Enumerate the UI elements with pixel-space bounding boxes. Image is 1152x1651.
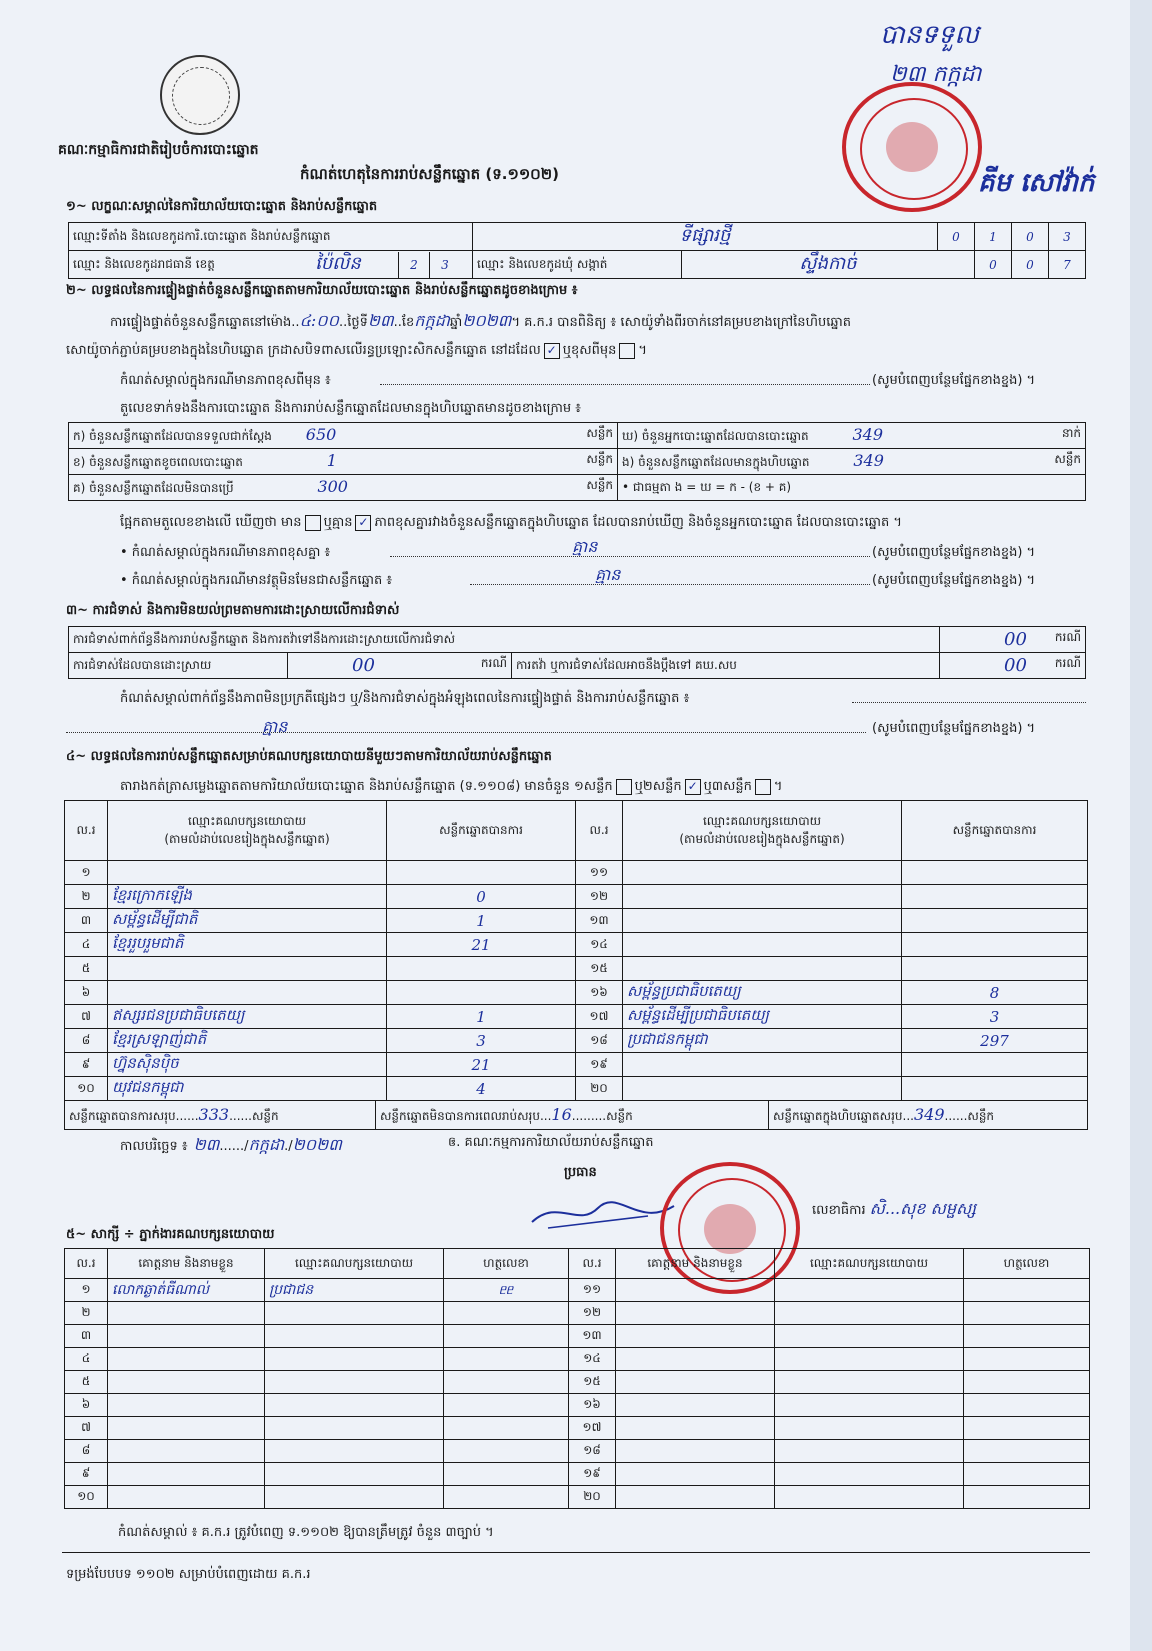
row-no: ១៣	[569, 1325, 616, 1348]
province-code-2: 3	[429, 252, 460, 278]
party-name	[108, 957, 387, 981]
witness-sign	[444, 1325, 569, 1348]
witness-name	[108, 1371, 265, 1394]
witness-sign	[964, 1463, 1090, 1486]
table-row	[65, 1417, 1090, 1440]
row-no: ២	[65, 885, 108, 909]
station-code-3: 0	[1012, 223, 1049, 251]
w-col-party-left: ឈ្មោះគណបក្សនយោបាយ	[265, 1249, 444, 1279]
witness-party	[775, 1302, 964, 1325]
party-name	[108, 861, 387, 885]
appeal-count: 00 ករណី	[940, 653, 1086, 679]
one-sheet-checkbox	[616, 779, 632, 795]
total-invalid: សន្លឹកឆ្នោតមិនបានការពេលរាប់សរុប...16.........សន្លឹក	[376, 1101, 769, 1129]
three-sheet-checkbox	[755, 779, 771, 795]
w-col-sign-right: ហត្ថលេខា	[964, 1249, 1090, 1279]
commune-label: ឈ្មោះ និងលេខកូដឃុំ សង្កាត់	[473, 251, 682, 279]
witness-sign	[964, 1394, 1090, 1417]
committee-label: ឲ. គណៈកម្មការការិយាល័យរាប់សន្លឹកឆ្នោត	[448, 1135, 654, 1150]
witness-name	[616, 1486, 775, 1509]
party-votes	[902, 933, 1088, 957]
signer-name: គីម សៅវ៉ាក់	[978, 168, 1095, 198]
station-code-2: 1	[975, 223, 1012, 251]
table-row	[65, 957, 1088, 981]
fill-more-1: (សូមបំពេញបន្ថែមផ្នែកខាងខ្នង) ។	[872, 373, 1036, 388]
verify-time: ៤:០០	[299, 311, 339, 330]
party-votes	[387, 981, 576, 1005]
row-no: ១១	[569, 1279, 616, 1302]
station-code-4: 3	[1049, 223, 1086, 251]
witness-sign	[444, 1417, 569, 1440]
chair-signature-icon	[528, 1188, 678, 1238]
witness-name	[108, 1417, 265, 1440]
party-votes: 3	[902, 1005, 1088, 1029]
party-votes: 21	[387, 1053, 576, 1077]
row-no: ២០	[569, 1486, 616, 1509]
commune-code-3: 7	[1049, 251, 1086, 279]
witness-name	[108, 1486, 265, 1509]
note-diff: • កំណត់សម្គាល់ក្នុងករណីមានភាពខុសគ្នា ៖	[120, 545, 331, 560]
party-votes: 1	[387, 909, 576, 933]
figure-e: ង) ចំនួនសន្លឹកឆ្នោតដែលមានក្នុងហិបឆ្នោត 349 សន្លឹក	[618, 449, 1086, 475]
row-no: ១៨	[569, 1440, 616, 1463]
witness-sign	[964, 1302, 1090, 1325]
table-row	[65, 861, 1088, 885]
verify-year: ២០២៣	[462, 311, 512, 330]
witness-name	[108, 1325, 265, 1348]
witness-party	[265, 1486, 444, 1509]
figures-intro: តួលេខទាក់ទងនឹងការបោះឆ្នោត និងការរាប់សន្លឹកឆ្នោតដែលមានក្នុងហិបឆ្នោតមានដូចខាងក្រោម ៖	[120, 401, 581, 416]
figure-b: ខ) ចំនួនសន្លឹកឆ្នោតខូចពេលបោះឆ្នោត 1 សន្លឹក	[69, 449, 618, 475]
row-no: ៣	[65, 909, 108, 933]
row-no: ៥	[65, 957, 108, 981]
province-code-1: 2	[398, 252, 429, 278]
row-no: ១	[65, 861, 108, 885]
same-checkbox: ✓	[544, 343, 560, 359]
witness-name	[616, 1394, 775, 1417]
fill-more-3: (សូមបំពេញបន្ថែមផ្នែកខាងខ្នង) ។	[872, 573, 1036, 588]
table-row	[65, 1005, 1088, 1029]
witness-table	[64, 1248, 1090, 1509]
row-no: ៤	[65, 1348, 108, 1371]
witness-sign	[964, 1371, 1090, 1394]
province-value: ប៉ៃលិន	[315, 253, 361, 274]
table-row	[65, 1325, 1090, 1348]
party-votes	[387, 957, 576, 981]
station-info-table	[68, 222, 1086, 279]
province-label: ឈ្មោះ និងលេខកូដរាជធានី ខេត្ត	[73, 256, 215, 271]
witness-name	[616, 1417, 775, 1440]
figure-a: ក) ចំនួនសន្លឹកឆ្នោតដែលបានទទួលជាក់ស្តែង 650 សន្លឹក	[69, 423, 618, 449]
irregularity-line-1	[852, 702, 1086, 703]
witness-sign	[444, 1394, 569, 1417]
party-votes	[902, 909, 1088, 933]
row-no: ១០	[65, 1486, 108, 1509]
witness-party	[775, 1463, 964, 1486]
table-row	[65, 1371, 1090, 1394]
row-no: ២០	[576, 1077, 623, 1101]
irregularity-note: កំណត់សម្គាល់ពាក់ព័ន្ធនឹងភាពមិនប្រក្រតីផ្សេងៗ ឬ/និងការជំទាស់ក្នុងអំឡុងពេលនៃការផ្ទៀងផ្ទាត់ និងការរាប់សន្លឹកឆ្នោត ៖	[120, 691, 690, 706]
official-stamp-icon	[842, 82, 982, 212]
fill-more-2: (សូមបំពេញបន្ថែមផ្នែកខាងខ្នង) ។	[872, 545, 1036, 560]
table-row	[65, 1463, 1090, 1486]
results-totals	[65, 1101, 1088, 1130]
verify-line-1: ការផ្ទៀងផ្ទាត់ចំនួនសន្លឹកឆ្នោតនៅម៉ោង..៤:០០..ថ្ងៃទី២៣..ខែកក្កដាឆ្នាំ២០២៣។ គ.ក.រ បានពិនិត្យ ៖ សោយ៉ូទាំងពីរចាក់នៅគម្របខាងក្រៅនៃហិបឆ្នោត	[110, 311, 851, 330]
row-no: ៨	[65, 1440, 108, 1463]
row-no: ១៩	[576, 1053, 623, 1077]
witness-party	[775, 1440, 964, 1463]
witness-sign	[444, 1486, 569, 1509]
table-row	[65, 1302, 1090, 1325]
row-no: ៧	[65, 1417, 108, 1440]
two-sheet-checkbox: ✓	[685, 779, 701, 795]
commune-code-1: 0	[975, 251, 1012, 279]
total-valid: សន្លឹកឆ្នោតបានការសរុប......333......សន្លឹក	[65, 1101, 376, 1129]
row-no: ១៤	[576, 933, 623, 957]
table-row	[65, 1440, 1090, 1463]
chair-label: ប្រធាន	[564, 1165, 597, 1180]
party-votes: 21	[387, 933, 576, 957]
w-col-party-right: ឈ្មោះគណបក្សនយោបាយ	[775, 1249, 964, 1279]
table-row	[65, 933, 1088, 957]
party-name	[623, 1077, 902, 1101]
row-no: ៧	[65, 1005, 108, 1029]
witness-sign	[964, 1325, 1090, 1348]
table-row	[65, 1029, 1088, 1053]
witness-party	[265, 1348, 444, 1371]
fill-more-4: (សូមបំពេញបន្ថែមផ្នែកខាងខ្នង) ។	[872, 721, 1036, 736]
col-no-right: ល.រ	[576, 801, 623, 861]
party-votes: 0	[387, 885, 576, 909]
table-row	[65, 1077, 1088, 1101]
figure-c: គ) ចំនួនសន្លឹកឆ្នោតដែលមិនបានប្រើ 300 សន្លឹក	[69, 475, 618, 501]
row-no: ១២	[576, 885, 623, 909]
party-votes: 4	[387, 1077, 576, 1101]
witness-party	[775, 1417, 964, 1440]
no-diff-checkbox: ✓	[355, 515, 371, 531]
party-name	[623, 957, 902, 981]
witness-sign	[444, 1440, 569, 1463]
witness-name: លោកឆ្ងាត់ធីណាល់	[108, 1279, 265, 1302]
row-no: ១៦	[576, 981, 623, 1005]
party-name	[623, 909, 902, 933]
witness-sign	[444, 1371, 569, 1394]
party-name: ខ្មែររួបរួមជាតិ	[108, 933, 387, 957]
section1-heading: ១~ លក្ខណៈសម្គាល់នៃការិយាល័យបោះឆ្នោត និងរាប់សន្លឹកឆ្នោត	[66, 199, 378, 214]
witness-sign	[964, 1486, 1090, 1509]
witness-name	[616, 1348, 775, 1371]
row-no: ១៥	[569, 1371, 616, 1394]
doc-title: កំណត់ហេតុនៃការរាប់សន្លឹកឆ្នោត (ទ.១១០២)	[300, 165, 560, 183]
party-votes: 8	[902, 981, 1088, 1005]
party-votes	[902, 1053, 1088, 1077]
witness-sign	[964, 1279, 1090, 1302]
party-name: ខ្មែរក្រោកឡើង	[108, 885, 387, 909]
col-votes-left: សន្លឹកឆ្នោតបានការ	[387, 801, 576, 861]
witness-party	[775, 1348, 964, 1371]
section2-heading: ២~ លទ្ធផលនៃការផ្ទៀងផ្ទាត់ចំនួនសន្លឹកឆ្នោតតាមការិយាល័យបោះឆ្នោត និងរាប់សន្លឹកឆ្នោតដូចខាងក្រោម ៖	[66, 283, 578, 298]
witness-name	[616, 1279, 775, 1302]
witness-sign	[964, 1417, 1090, 1440]
note-diff-value: គ្មាន	[572, 537, 598, 556]
received-note: បានទទួល	[880, 20, 980, 50]
row-no: ១៨	[576, 1029, 623, 1053]
witness-name	[616, 1371, 775, 1394]
figure-d: ឃ) ចំនួនអ្នកបោះឆ្នោតដែលបានបោះឆ្នោត 349 នាក់	[618, 423, 1086, 449]
party-name: ហ្វ៊ុនស៊ិនប៉ិច	[108, 1053, 387, 1077]
witness-party	[775, 1486, 964, 1509]
appeal-label: ការតវ៉ា ឬការជំទាស់ដែលអាចនឹងប្តឹងទៅ គឃ.សប	[512, 653, 940, 679]
party-votes: 297	[902, 1029, 1088, 1053]
row-no: ១២	[569, 1302, 616, 1325]
footer-note: កំណត់សម្គាល់ ៖ គ.ក.រ ត្រូវបំពេញ ទ.១១០២ ឱ្យបានត្រឹមត្រូវ ចំនួន ៣ច្បាប់ ។	[118, 1525, 494, 1540]
w-col-sign-left: ហត្ថលេខា	[444, 1249, 569, 1279]
party-name: សម្ព័ន្ធដើម្បីជាតិ	[108, 909, 387, 933]
footer-form-id: ទម្រង់បែបបទ ១១០២ សម្រាប់បំពេញដោយ គ.ក.រ	[66, 1567, 311, 1582]
w-col-no-left: ល.រ	[65, 1249, 108, 1279]
party-name	[623, 885, 902, 909]
w-col-name-right: គោត្តនាម និងនាមខ្លួន	[616, 1249, 775, 1279]
irregularity-line-2	[66, 732, 866, 733]
witness-name	[616, 1325, 775, 1348]
row-no: ១៣	[576, 909, 623, 933]
party-name: ឥស្សរជនប្រជាធិបតេយ្យ	[108, 1005, 387, 1029]
nec-logo-icon	[160, 55, 240, 135]
row-no: ១៧	[569, 1417, 616, 1440]
results-table	[64, 800, 1088, 1130]
different-checkbox	[619, 343, 635, 359]
table-row	[65, 1053, 1088, 1077]
party-name	[108, 981, 387, 1005]
figure-formula: • ជាធម្មតា ង = ឃ = ក - (ខ + គ)	[618, 475, 1086, 501]
party-name	[623, 1053, 902, 1077]
party-votes: 3	[387, 1029, 576, 1053]
note-diff-line	[390, 556, 870, 557]
witness-name	[108, 1348, 265, 1371]
row-no: ១១	[576, 861, 623, 885]
compare-line: ផ្អែកតាមតួលេខខាងលើ ឃើញថា មាន ឬគ្មាន ✓ ភាពខុសគ្នារវាងចំនួនសន្លឹកឆ្នោតក្នុងហិបឆ្នោត ដែលបានរាប់ឃើញ និងចំនួនអ្នកបោះឆ្នោត ដែលបានបោះឆ្នោត ។	[120, 514, 902, 530]
party-name	[623, 933, 902, 957]
row-no: ១០	[65, 1077, 108, 1101]
objection-table	[68, 626, 1086, 679]
province-row	[69, 251, 473, 279]
table-row	[65, 1486, 1090, 1509]
note-different-line	[380, 384, 870, 385]
total-in-box: សន្លឹកឆ្នោតក្នុងហិបឆ្នោតសរុប...349......សន្លឹក	[773, 1104, 995, 1124]
note-objects-line	[470, 584, 870, 585]
col-votes-right: សន្លឹកឆ្នោតបានការ	[902, 801, 1088, 861]
table-row	[65, 981, 1088, 1005]
row-no: ២	[65, 1302, 108, 1325]
table-row	[65, 1394, 1090, 1417]
resolved-label: ការជំទាស់ដែលបានដោះស្រាយ	[69, 653, 288, 679]
witness-party	[775, 1279, 964, 1302]
tally-sheets-line: តារាងកត់ត្រាសម្លេងឆ្នោតតាមការិយាល័យបោះឆ្នោត និងរាប់សន្លឹកឆ្នោត (ទ.១១០៨) មានចំនួន ១សន្លឹក ឬ២សន្លឹក ✓ ឬ៣សន្លឹក ។	[120, 778, 783, 794]
party-name: សម្ព័ន្ធប្រជាធិបតេយ្យ	[623, 981, 902, 1005]
witness-name	[616, 1440, 775, 1463]
row-no: ១៦	[569, 1394, 616, 1417]
party-votes: 1	[387, 1005, 576, 1029]
section3-heading: ៣~ ការជំទាស់ និងការមិនយល់ព្រមតាមការដោះស្រាយលើការជំទាស់	[66, 603, 400, 618]
witness-party	[775, 1325, 964, 1348]
commune-value: ស្ទឹងកាច់	[682, 251, 975, 279]
row-no: ១	[65, 1279, 108, 1302]
row-no: ៦	[65, 981, 108, 1005]
row-no: ៩	[65, 1463, 108, 1486]
party-votes	[902, 1077, 1088, 1101]
verify-line-2: សោយ៉ូចាក់ភ្ជាប់គម្របខាងក្នុងនៃហិបឆ្នោត ក្រដាសបិទពាសលើរន្ធប្រឡោះសិកសន្លឹកឆ្នោត នៅដដែល ✓ ឬខុសពីមុន ។	[66, 342, 647, 358]
objection-label: ការជំទាស់ពាក់ព័ន្ធនឹងការរាប់សន្លឹកឆ្នោត និងការតវ៉ាទៅនឹងការដោះស្រាយលើការជំទាស់	[69, 627, 940, 653]
signature-date: កាលបរិច្ឆេទ ៖ ២៣....../កក្កដា./២០២៣	[120, 1135, 342, 1154]
verify-month: កក្កដា	[414, 311, 450, 330]
has-diff-checkbox	[305, 515, 321, 531]
w-col-name-left: គោត្តនាម និងនាមខ្លួន	[108, 1249, 265, 1279]
footer-divider	[62, 1552, 1090, 1553]
witness-name	[616, 1463, 775, 1486]
station-value: ទីផ្សារថ្មី	[473, 223, 938, 251]
org-name: គណៈកម្មាធិការជាតិរៀបចំការបោះឆ្នោត	[58, 142, 259, 158]
row-no: ៤	[65, 933, 108, 957]
table-row	[65, 885, 1088, 909]
witness-sign	[964, 1348, 1090, 1371]
row-no: ១៥	[576, 957, 623, 981]
witness-name	[108, 1302, 265, 1325]
note-objects: • កំណត់សម្គាល់ក្នុងករណីមានវត្ថុមិនមែនជាសន្លឹកឆ្នោត ៖	[120, 573, 393, 588]
witness-name	[108, 1463, 265, 1486]
witness-sign	[444, 1463, 569, 1486]
witness-party	[265, 1371, 444, 1394]
table-row	[65, 1348, 1090, 1371]
col-no-left: ល.រ	[65, 801, 108, 861]
verify-day: ២៣	[367, 311, 394, 330]
objection-count: 00 ករណី	[940, 627, 1086, 653]
witness-party	[265, 1394, 444, 1417]
row-no: ១៧	[576, 1005, 623, 1029]
section5-heading: ៥~ សាក្សី ÷ ភ្នាក់ងារគណបក្សនយោបាយ	[66, 1227, 275, 1242]
witness-party	[775, 1394, 964, 1417]
secretary-line: លេខាធិការ សិ...សុខ សម្ផស្ស	[812, 1199, 976, 1218]
witness-party	[775, 1371, 964, 1394]
witness-sign: ᥱᥱ	[444, 1279, 569, 1302]
party-name: សម្ព័ន្ធដើម្បីប្រជាធិបតេយ្យ	[623, 1005, 902, 1029]
row-no: ៣	[65, 1325, 108, 1348]
witness-name	[108, 1394, 265, 1417]
party-votes	[902, 957, 1088, 981]
row-no: ៦	[65, 1394, 108, 1417]
party-name: ប្រជាជនកម្ពុជា	[623, 1029, 902, 1053]
table-row	[65, 909, 1088, 933]
party-votes	[902, 861, 1088, 885]
witness-name	[108, 1440, 265, 1463]
row-no: ១៤	[569, 1348, 616, 1371]
witness-party	[265, 1302, 444, 1325]
witness-party	[265, 1463, 444, 1486]
col-party-left: ឈ្មោះគណបក្សនយោបាយ (តាមលំដាប់លេខរៀងក្នុងសន្លឹកឆ្នោត)	[108, 801, 387, 861]
note-different: កំណត់សម្គាល់ក្នុងករណីមានភាពខុសពីមុន ៖	[120, 373, 331, 388]
party-votes	[902, 885, 1088, 909]
witness-party	[265, 1440, 444, 1463]
witness-party	[265, 1417, 444, 1440]
resolved-count: 00 ករណី	[288, 653, 512, 679]
received-date: ២៣ កក្កដា	[890, 62, 982, 87]
row-no: ៥	[65, 1371, 108, 1394]
row-no: ៨	[65, 1029, 108, 1053]
witness-sign	[444, 1302, 569, 1325]
party-name: យុវជនកម្ពុជា	[108, 1077, 387, 1101]
witness-sign	[964, 1440, 1090, 1463]
w-col-no-right: ល.រ	[569, 1249, 616, 1279]
witness-party	[265, 1325, 444, 1348]
ballot-figures-table	[68, 422, 1086, 501]
row-no: ៩	[65, 1053, 108, 1077]
station-code-1: 0	[938, 223, 975, 251]
commune-code-2: 0	[1012, 251, 1049, 279]
party-name	[623, 861, 902, 885]
irregularity-value: គ្មាន	[262, 717, 288, 736]
witness-sign	[444, 1348, 569, 1371]
row-no: ១៩	[569, 1463, 616, 1486]
party-votes	[387, 861, 576, 885]
table-row	[65, 1279, 1090, 1302]
section4-heading: ៤~ លទ្ធផលនៃការរាប់សន្លឹកឆ្នោតសម្រាប់គណបក្សនយោបាយនីមួយៗតាមការិយាល័យរាប់សន្លឹកឆ្នោត	[66, 749, 552, 764]
witness-name	[616, 1302, 775, 1325]
station-label: ឈ្មោះទីតាំង និងលេខកូដការិ.បោះឆ្នោត និងរាប់សន្លឹកឆ្នោត	[69, 223, 473, 251]
col-party-right: ឈ្មោះគណបក្សនយោបាយ (តាមលំដាប់លេខរៀងក្នុងសន្លឹកឆ្នោត)	[623, 801, 902, 861]
note-objects-value: គ្មាន	[595, 565, 621, 584]
party-name: ខ្មែរស្រឡាញ់ជាតិ	[108, 1029, 387, 1053]
witness-party: ប្រជាជន	[265, 1279, 444, 1302]
